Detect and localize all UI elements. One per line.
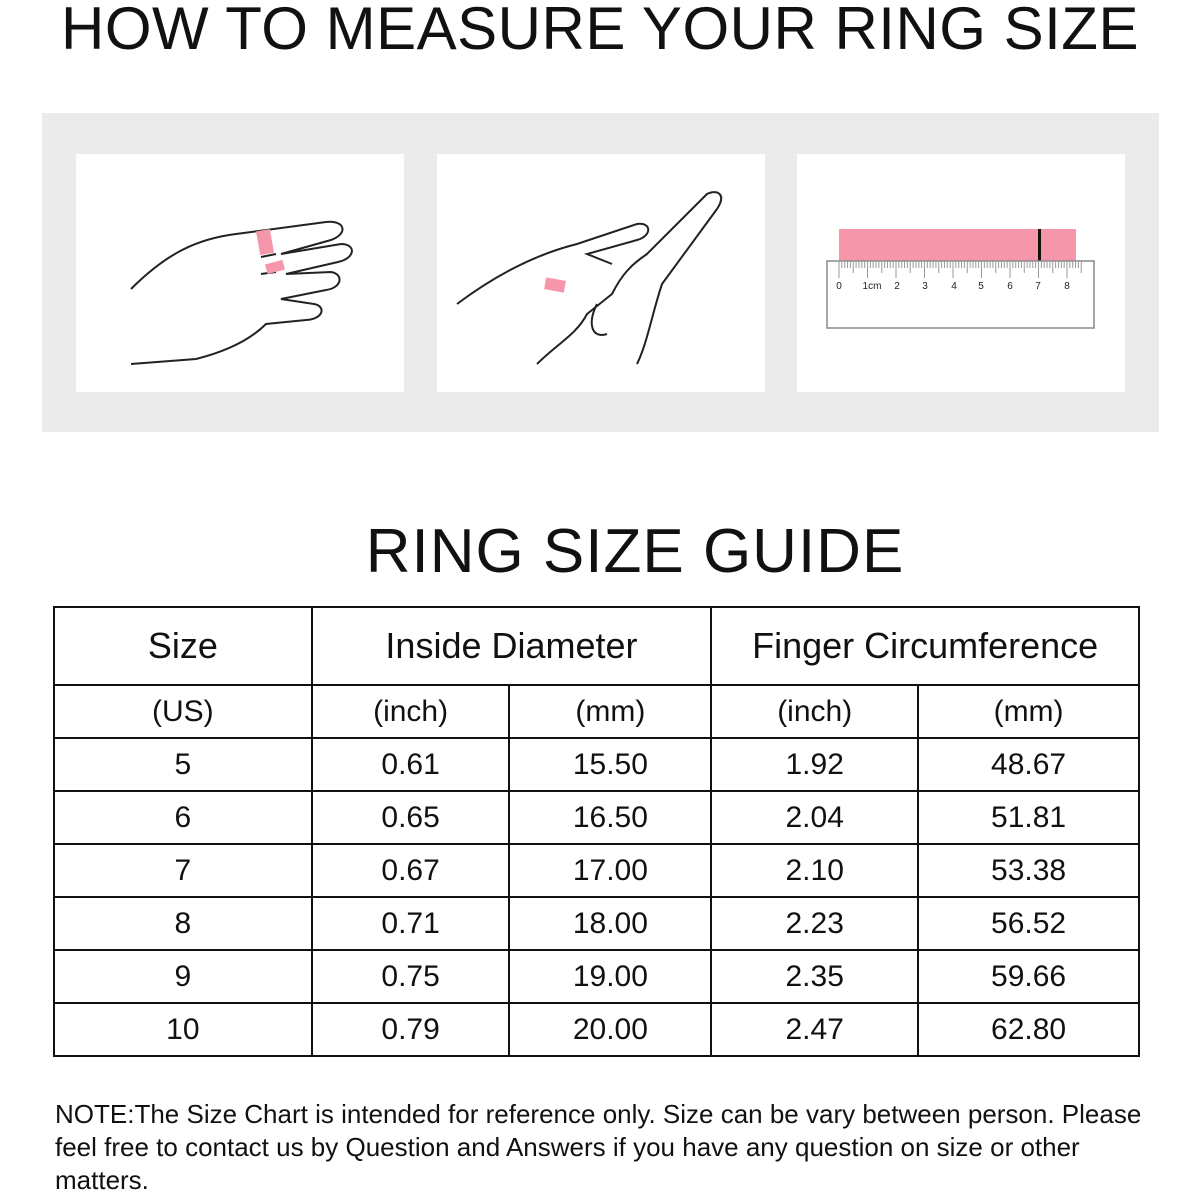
step-mark-paper: [437, 154, 765, 392]
table-cell: 56.52: [918, 897, 1139, 950]
table-cell: 0.61: [312, 738, 510, 791]
step-wrap-finger: [76, 154, 404, 392]
ruler-label: 6: [1007, 281, 1013, 292]
header-inside-diameter: Inside Diameter: [312, 607, 712, 685]
table-cell: 18.00: [509, 897, 711, 950]
hand-with-pen-icon: [437, 154, 765, 392]
table-cell: 15.50: [509, 738, 711, 791]
section-title: RING SIZE GUIDE: [365, 517, 905, 586]
table-cell: 62.80: [918, 1003, 1139, 1056]
ring-size-table: [53, 606, 1140, 1057]
unit-cell: (inch): [312, 685, 510, 738]
note-text: NOTE:The Size Chart is intended for reference only. Size can be vary between person. Please feel free to contact us by Question and Answers if you have any question on size or other matters.: [55, 1099, 1142, 1195]
table-cell: 2.35: [711, 950, 918, 1003]
table-cell: 16.50: [509, 791, 711, 844]
table-cell: 0.65: [312, 791, 510, 844]
mark-line: [1038, 229, 1041, 261]
table-cell: 0.79: [312, 1003, 510, 1056]
table-cell: 2.47: [711, 1003, 918, 1056]
table-cell: 0.67: [312, 844, 510, 897]
unit-cell: (inch): [711, 685, 918, 738]
table-cell: 59.66: [918, 950, 1139, 1003]
ruler-icon: [797, 154, 1125, 392]
table-cell: 2.23: [711, 897, 918, 950]
table-cell: 8: [54, 897, 312, 950]
hand-with-paper-icon: [76, 154, 404, 392]
ruler-label: 3: [922, 281, 928, 292]
table-row: [54, 738, 1139, 791]
unit-cell: (US): [54, 685, 312, 738]
step-measure-ruler: [797, 154, 1125, 392]
table-row: [54, 1003, 1139, 1056]
ruler-label: 1cm: [862, 281, 882, 292]
ruler-label: 2: [894, 281, 900, 292]
table-cell: 19.00: [509, 950, 711, 1003]
table-cell: 53.38: [918, 844, 1139, 897]
table-cell: 6: [54, 791, 312, 844]
table-cell: 5: [54, 738, 312, 791]
table-cell: 17.00: [509, 844, 711, 897]
table-cell: 0.71: [312, 897, 510, 950]
measure-steps: [42, 113, 1159, 432]
ruler-label: 7: [1035, 281, 1041, 292]
table-cell: 48.67: [918, 738, 1139, 791]
table-cell: 9: [54, 950, 312, 1003]
table-row: [54, 950, 1139, 1003]
table-cell: 0.75: [312, 950, 510, 1003]
ruler-label: 4: [951, 281, 957, 292]
unit-cell: (mm): [509, 685, 711, 738]
ruler-label: 0: [836, 281, 842, 292]
ruler-label: 8: [1064, 281, 1070, 292]
header-size: Size: [54, 607, 312, 685]
table-cell: 2.10: [711, 844, 918, 897]
table-cell: 2.04: [711, 791, 918, 844]
unit-cell: (mm): [918, 685, 1139, 738]
table-row: [54, 844, 1139, 897]
table-cell: 1.92: [711, 738, 918, 791]
header-finger-circumference: Finger Circumference: [711, 607, 1139, 685]
table-row: [54, 897, 1139, 950]
ruler-label: 5: [978, 281, 984, 292]
table-cell: 10: [54, 1003, 312, 1056]
table-cell: 51.81: [918, 791, 1139, 844]
table-cell: 20.00: [509, 1003, 711, 1056]
page-title: HOW TO MEASURE YOUR RING SIZE: [61, 0, 1139, 62]
table-cell: 7: [54, 844, 312, 897]
table-row: [54, 791, 1139, 844]
